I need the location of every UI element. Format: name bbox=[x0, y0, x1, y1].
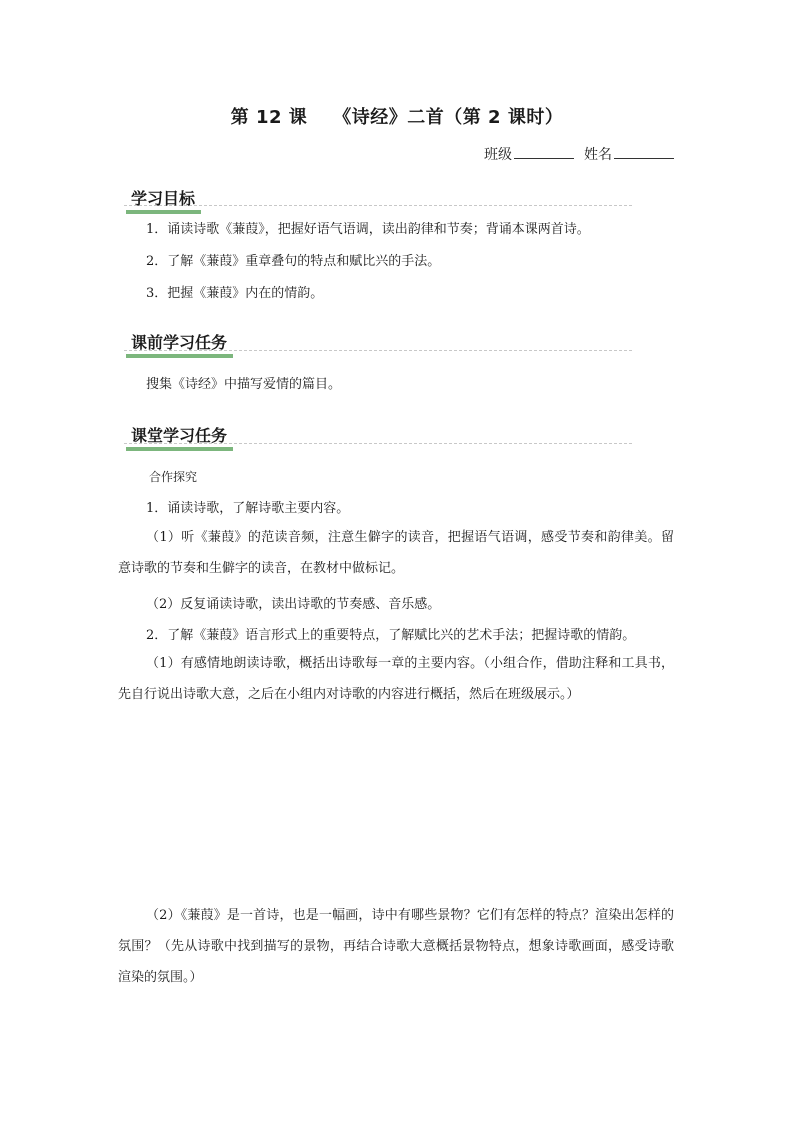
objectives-heading bbox=[126, 186, 201, 212]
class-name-line bbox=[484, 144, 674, 164]
heading-underline bbox=[126, 447, 233, 451]
class-blank[interactable] bbox=[514, 145, 574, 159]
objectives-heading-text: 学习目标 bbox=[131, 189, 196, 208]
heading-underline bbox=[126, 210, 201, 214]
task-2: 2．了解《蒹葭》语言形式上的重要特点，了解赋比兴的艺术手法；把握诗歌的情韵。 bbox=[146, 628, 636, 643]
task-1-1: （1）听《蒹葭》的范读音频，注意生僻字的读音，把握语气语调，感受节奏和韵律美。留意诗歌的节奏和生僻字的读音，在教材中做标记。 bbox=[118, 530, 674, 576]
heading-underline bbox=[126, 354, 233, 358]
in-class-heading bbox=[126, 423, 233, 449]
class-label: 班级 bbox=[484, 147, 512, 163]
task-1-2: （2）反复诵读诗歌，读出诗歌的节奏感、音乐感。 bbox=[146, 597, 441, 612]
objective-item: 3．把握《蒹葭》内在的情韵。 bbox=[146, 286, 324, 301]
objective-item: 2．了解《蒹葭》重章叠句的特点和赋比兴的手法。 bbox=[146, 254, 441, 269]
in-class-heading-text: 课堂学习任务 bbox=[131, 426, 228, 445]
task-2-1: （1）有感情地朗读诗歌，概括出诗歌每一章的主要内容。（小组合作，借助注释和工具书，先自行说出诗歌大意，之后在小组内对诗歌的内容进行概括，然后在班级展示。） bbox=[118, 656, 674, 702]
task-2-2: （2）《蒹葭》是一首诗，也是一幅画，诗中有哪些景物？它们有怎样的特点？渲染出怎样的氛围？（先从诗歌中找到描写的景物，再结合诗歌大意概括景物特点，想象诗歌画面，感受诗歌渲染的氛围。） bbox=[118, 908, 674, 985]
name-label: 姓名 bbox=[584, 147, 612, 163]
pre-class-heading bbox=[126, 330, 233, 356]
task-1: 1．诵读诗歌，了解诗歌主要内容。 bbox=[146, 501, 350, 516]
objective-item: 1．诵读诗歌《蒹葭》，把握好语气语调，读出韵律和节奏；背诵本课两首诗。 bbox=[146, 222, 590, 237]
pre-class-task: 搜集《诗经》中描写爱情的篇目。 bbox=[146, 377, 342, 392]
name-blank[interactable] bbox=[614, 145, 674, 159]
lesson-title: 《诗经》二首（第 2 课时） bbox=[333, 107, 564, 128]
lesson-number: 第 12 课 bbox=[230, 107, 308, 128]
page-title bbox=[0, 103, 794, 129]
cooperative-inquiry-label: 合作探究 bbox=[149, 470, 198, 484]
pre-class-heading-text: 课前学习任务 bbox=[131, 333, 228, 352]
